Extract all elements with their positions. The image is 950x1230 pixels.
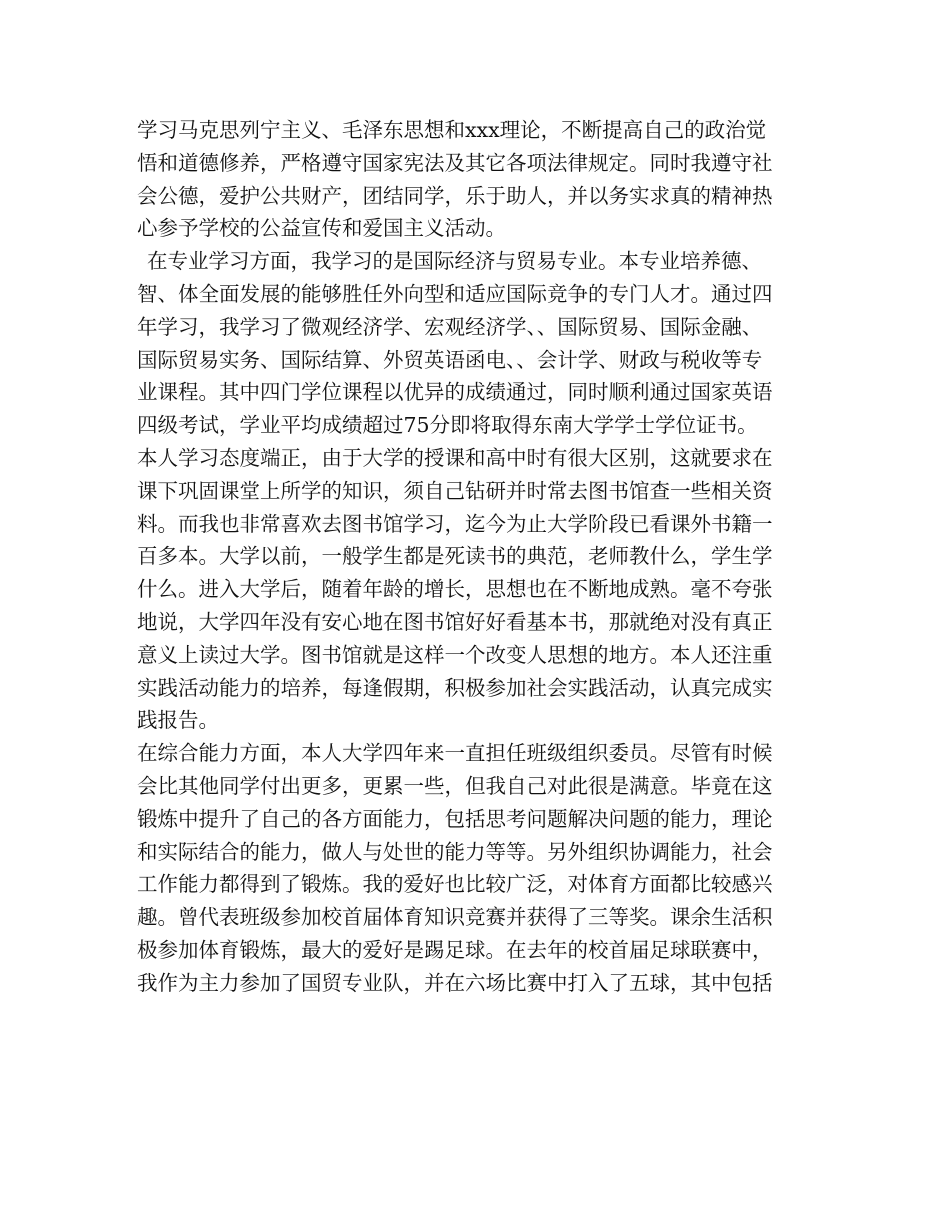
text-line: 本人学习态度端正，由于大学的授课和高中时有很大区别，这就要求在	[137, 445, 773, 470]
text-line: 工作能力都得到了锻炼。我的爱好也比较广泛，对体育方面都比较感兴	[137, 872, 773, 897]
text-line: 在专业学习方面，我学习的是国际经济与贸易专业。本专业培养德、	[147, 249, 762, 274]
text-line: 心参予学校的公益宣传和爱国主义活动。	[137, 216, 506, 241]
text-line: 百多本。大学以前，一般学生都是死读书的典范，老师教什么，学生学	[137, 544, 773, 569]
text-line: 会比其他同学付出更多，更累一些，但我自己对此很是满意。毕竟在这	[137, 773, 773, 798]
text-line: 会公德，爱护公共财产，团结同学，乐于助人，并以务实求真的精神热	[137, 183, 773, 208]
text-line: 年学习，我学习了微观经济学、宏观经济学、、国际贸易、国际金融、	[137, 314, 763, 339]
text-line: 地说，大学四年没有安心地在图书馆好好看基本书，那就绝对没有真正	[137, 609, 773, 634]
text-line: 极参加体育锻炼，最大的爱好是踢足球。在去年的校首届足球联赛中，	[137, 937, 773, 962]
text-line: 智、体全面发展的能够胜任外向型和适应国际竞争的专门人才。通过四	[137, 281, 773, 306]
text-line: 悟和道德修养，严格遵守国家宪法及其它各项法律规定。同时我遵守社	[137, 150, 773, 175]
text-line: 践报告。	[137, 708, 219, 733]
text-line: 业课程。其中四门学位课程以优异的成绩通过，同时顺利通过国家英语	[137, 380, 773, 405]
text-line: 我作为主力参加了国贸专业队，并在六场比赛中打入了五球，其中包括	[137, 970, 773, 995]
text-line: 料。而我也非常喜欢去图书馆学习，迄今为止大学阶段已看课外书籍一	[137, 511, 773, 536]
text-line: 课下巩固课堂上所学的知识，须自己钻研并时常去图书馆查一些相关资	[137, 478, 773, 503]
text-line: 什么。进入大学后，随着年龄的增长，思想也在不断地成熟。毫不夸张	[137, 577, 773, 602]
text-line: 和实际结合的能力，做人与处世的能力等等。另外组织协调能力，社会	[137, 839, 773, 864]
text-line: 在综合能力方面，本人大学四年来一直担任班级组织委员。尽管有时候	[137, 741, 773, 766]
text-line: 趣。曾代表班级参加校首届体育知识竞赛并获得了三等奖。课余生活积	[137, 905, 773, 930]
document-body	[137, 114, 813, 1000]
text-line: 学习马克思列宁主义、毛泽东思想和xxx理论，不断提高自己的政治觉	[137, 118, 767, 142]
text-line: 实践活动能力的培养，每逢假期，积极参加社会实践活动，认真完成实	[137, 675, 773, 700]
text-line: 意义上读过大学。图书馆就是这样一个改变人思想的地方。本人还注重	[137, 642, 773, 667]
text-line: 锻炼中提升了自己的各方面能力，包括思考问题解决问题的能力，理论	[137, 806, 773, 831]
text-line: 四级考试，学业平均成绩超过75分即将取得东南大学学士学位证书。	[137, 413, 758, 438]
text-line: 国际贸易实务、国际结算、外贸英语函电、、会计学、财政与税收等专	[137, 347, 763, 372]
